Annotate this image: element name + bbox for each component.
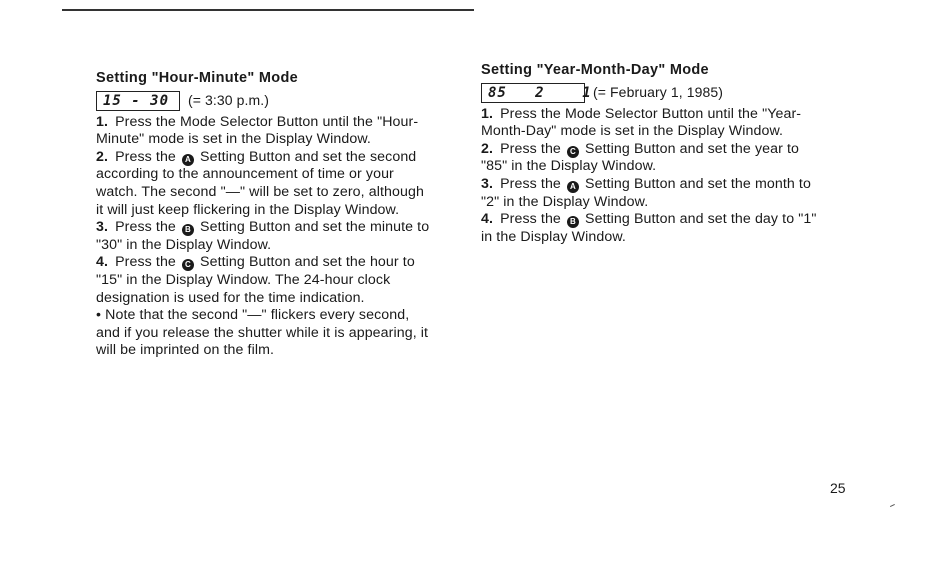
step-text: Setting Button and set the day to "1" in the Display Window. [481, 211, 817, 245]
step-text: Press the Mode Selector Button until the "Year-Month-Day" mode is set in the Display Window. [481, 105, 802, 140]
step-4 [481, 211, 821, 246]
step-number: 1. [96, 113, 109, 130]
step-text-pre: Press the [500, 140, 561, 157]
step-text-pre: Press the [500, 175, 561, 192]
hour-minute-display-row [96, 91, 431, 111]
year-month-day-section [481, 62, 821, 246]
step-number: 2. [481, 140, 494, 157]
setting-button-b-icon: B [567, 216, 579, 228]
step-text: Press the Mode Selector Button until the "Hour-Minute" mode is set in the Display Window. [96, 113, 419, 148]
step-3 [481, 176, 821, 211]
bullet-icon: • [96, 307, 102, 324]
step-number: 2. [96, 148, 109, 165]
step-text: Setting Button and set the year to "85" in the Display Window. [481, 140, 800, 175]
step-text: Setting Button and set the minute to "30" in the Display Window. [96, 219, 430, 253]
step-text: Setting Button and set the second according to the announcement of time or your watch. The second "—" will be set to zero, although it will just keep flickering in the Display Window. [96, 148, 424, 218]
step-number: 4. [96, 254, 109, 271]
step-text-pre: Press the [115, 148, 176, 165]
year-month-day-heading: Setting "Year-Month-Day" Mode [481, 62, 709, 78]
step-2 [481, 141, 821, 176]
step-text-pre: Press the [500, 211, 561, 228]
step-2 [96, 149, 431, 219]
setting-button-b-icon: B [182, 224, 194, 236]
step-number: 1. [481, 105, 494, 122]
step-text-pre: Press the [115, 254, 176, 271]
year-month-day-example: (= February 1, 1985) [593, 83, 724, 100]
step-number: 3. [96, 219, 109, 236]
note-text: Note that the second "—" flickers every second, and if you release the shutter while it is appearing, it will be imprinted on the film. [96, 307, 429, 359]
step-number: 3. [481, 175, 494, 192]
note [96, 307, 431, 360]
top-rule [62, 9, 474, 11]
setting-button-a-icon: A [567, 181, 579, 193]
step-1 [96, 114, 431, 149]
setting-button-a-icon: A [182, 154, 194, 166]
step-3 [96, 219, 431, 254]
step-number: 4. [481, 211, 494, 228]
display-window-year-month-day: 85 2 1 [481, 83, 585, 103]
step-text: Setting Button and set the hour to "15" in the Display Window. The 24-hour clock designation is used for the time indication. [96, 254, 415, 306]
setting-button-c-icon: C [567, 146, 579, 158]
step-1 [481, 106, 821, 141]
display-window-hour-minute: 15 - 30 [96, 91, 180, 111]
page-number: 25 [830, 480, 846, 496]
step-4 [96, 254, 431, 307]
hour-minute-heading: Setting "Hour-Minute" Mode [96, 70, 298, 86]
step-text-pre: Press the [115, 219, 176, 236]
step-text: Setting Button and set the month to "2" in the Display Window. [481, 175, 811, 210]
year-month-day-display-row [481, 83, 821, 103]
scan-speck [890, 504, 895, 507]
setting-button-c-icon: C [182, 259, 194, 271]
hour-minute-example: (= 3:30 p.m.) [188, 91, 270, 108]
hour-minute-section [96, 70, 431, 360]
